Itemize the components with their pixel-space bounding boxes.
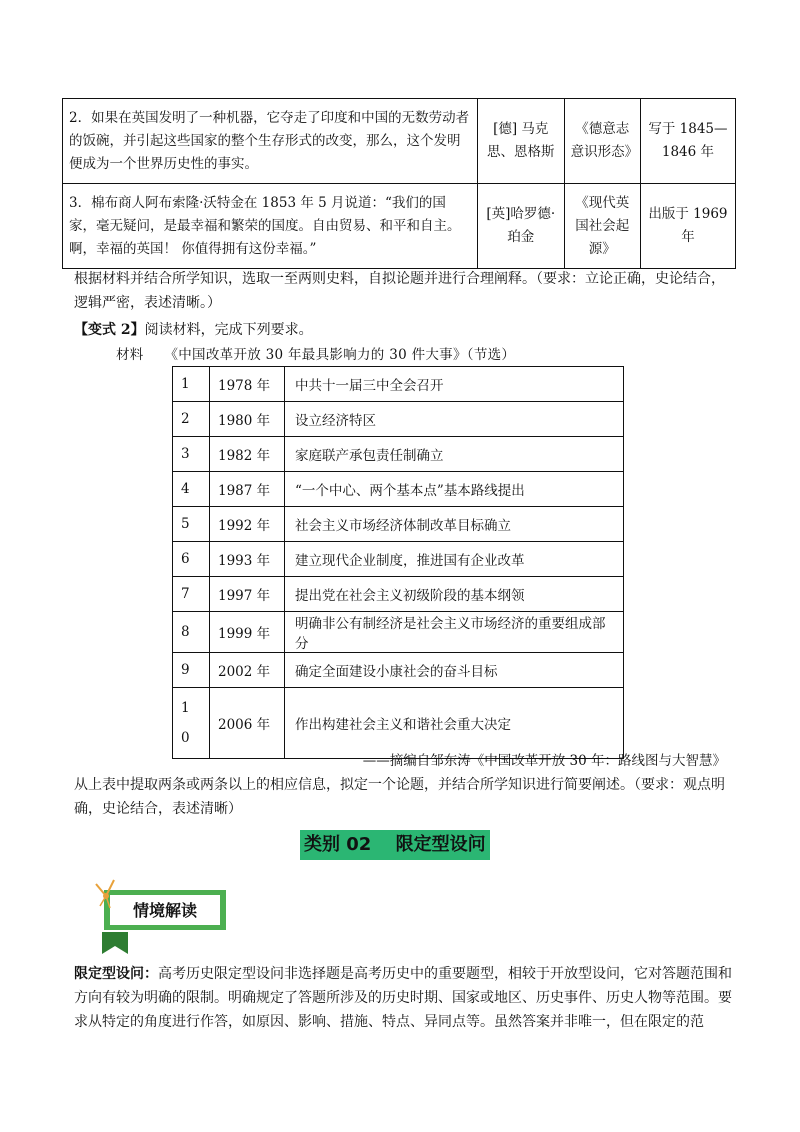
row-year: 1987 年 xyxy=(210,472,285,507)
work-cell: 《德意志意识形态》 xyxy=(564,99,640,184)
row-event: 家庭联产承包责任制确立 xyxy=(285,437,624,472)
definition-text: 高考历史限定型设问非选择题是高考历史中的重要题型，相较于开放型设问，它对答题范围和方向有较为明确的限制。明确规定了答题所涉及的历史时期、国家或地区、历史事件、历史人物等范围。要求从特定的角度进行作答，如原因、影响、措施、特点、异同点等。虽然答案并非唯一，但在限定的范 xyxy=(74,966,732,1030)
row-event: “一个中心、两个基本点”基本路线提出 xyxy=(285,472,624,507)
table-row xyxy=(173,653,624,688)
quote-table xyxy=(62,98,736,269)
definition-paragraph xyxy=(74,962,734,1034)
row-event: 设立经济特区 xyxy=(285,402,624,437)
events-table xyxy=(172,366,624,759)
row-event: 中共十一届三中全会召开 xyxy=(285,367,624,402)
date-cell: 写于 1845—1846 年 xyxy=(640,99,735,184)
row-number: 3 xyxy=(173,437,210,472)
row-event: 提出党在社会主义初级阶段的基本纲领 xyxy=(285,577,624,612)
row-number xyxy=(173,688,210,759)
row-year: 1992 年 xyxy=(210,507,285,542)
row-number: 2 xyxy=(173,402,210,437)
row-year: 1999 年 xyxy=(210,612,285,653)
variant-line xyxy=(74,318,734,342)
date-cell: 出版于 1969 年 xyxy=(640,184,735,269)
row-year: 2006 年 xyxy=(210,688,285,759)
work-cell: 《现代英国社会起源》 xyxy=(564,184,640,269)
row-number: 6 xyxy=(173,542,210,577)
instructions-paragraph: 根据材料并结合所学知识，选取一至两则史料，自拟论题并进行合理阐释。（要求：立论正确，史论结合，逻辑严密，表述清晰。） xyxy=(74,271,725,311)
table-row xyxy=(173,612,624,653)
quote-cell: 3．棉布商人阿布索隆·沃特金在 1853 年 5 月说道：“我们的国家，毫无疑问，是最幸福和繁荣的国度。自由贸易、和平和自主。啊，幸福的英国！ 你值得拥有这份幸福。” xyxy=(63,184,478,269)
table-row xyxy=(173,688,624,759)
row-number-digit: 0 xyxy=(181,730,190,746)
row-event: 作出构建社会主义和谐社会重大决定 xyxy=(285,688,624,759)
table-row xyxy=(173,507,624,542)
author-cell: [英]哈罗德·珀金 xyxy=(477,184,564,269)
row-year: 2002 年 xyxy=(210,653,285,688)
row-number: 9 xyxy=(173,653,210,688)
row-number: 5 xyxy=(173,507,210,542)
row-event: 确定全面建设小康社会的奋斗目标 xyxy=(285,653,624,688)
section-badge xyxy=(80,872,240,962)
row-event: 明确非公有制经济是社会主义市场经济的重要组成部分 xyxy=(285,612,624,653)
variant-label: 【变式 2】 xyxy=(74,322,145,338)
row-number: 7 xyxy=(173,577,210,612)
instructions-paragraph: 从上表中提取两条或两条以上的相应信息，拟定一个论题，并结合所学知识进行简要阐述。（要求：观点明确，史论结合，表述清晰） xyxy=(74,777,725,817)
table-row xyxy=(173,472,624,507)
row-number: 4 xyxy=(173,472,210,507)
table-row xyxy=(173,367,624,402)
table-row xyxy=(63,99,736,184)
row-number: 1 xyxy=(173,367,210,402)
row-year: 1978 年 xyxy=(210,367,285,402)
row-number-digit: 1 xyxy=(181,700,190,716)
table-row xyxy=(173,437,624,472)
row-year: 1993 年 xyxy=(210,542,285,577)
quote-cell: 2．如果在英国发明了一种机器，它夺走了印度和中国的无数劳动者的饭碗，并引起这些国家的整个生存形式的改变，那么，这个发明便成为一个世界历史性的事实。 xyxy=(63,99,478,184)
badge-ribbon-icon xyxy=(80,872,240,962)
badge-label: 情境解读 xyxy=(132,901,198,920)
table-row xyxy=(173,402,624,437)
section-heading: 类别 02 限定型设问 xyxy=(300,830,490,860)
table-row xyxy=(173,542,624,577)
row-event: 社会主义市场经济体制改革目标确立 xyxy=(285,507,624,542)
material-title: 材料 《中国改革开放 30 年最具影响力的 30 件大事》（节选） xyxy=(116,347,516,363)
author-cell: [德] 马克思、恩格斯 xyxy=(477,99,564,184)
row-event: 建立现代企业制度，推进国有企业改革 xyxy=(285,542,624,577)
row-year: 1982 年 xyxy=(210,437,285,472)
source-citation: ——摘编自邹东涛《中国改革开放 30 年：路线图与大智慧》 xyxy=(362,753,726,769)
variant-text: 阅读材料，完成下列要求。 xyxy=(144,322,313,338)
row-year: 1997 年 xyxy=(210,577,285,612)
row-number: 8 xyxy=(173,612,210,653)
table-row xyxy=(173,577,624,612)
definition-term: 限定型设问： xyxy=(74,966,158,982)
table-row xyxy=(63,184,736,269)
row-year: 1980 年 xyxy=(210,402,285,437)
